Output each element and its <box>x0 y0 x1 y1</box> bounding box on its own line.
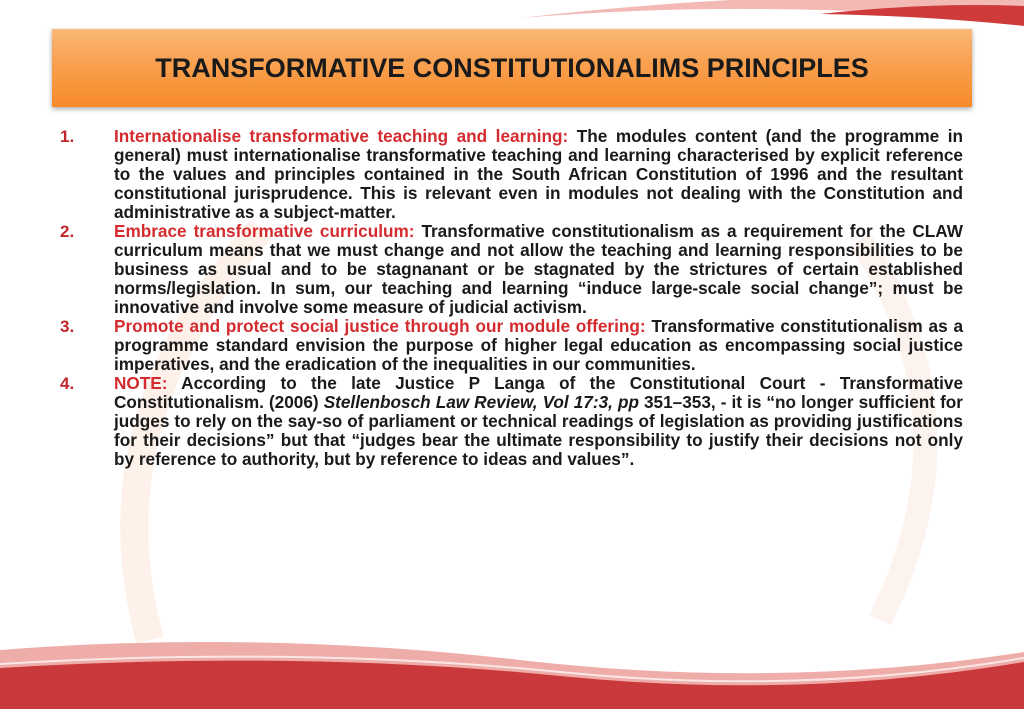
title-banner <box>52 29 972 107</box>
citation-italic: Stellenbosch Law Review, Vol 17:3, pp <box>323 392 639 412</box>
item-text <box>114 222 963 317</box>
item-body: Transformative constitutionalism as a requirement for the CLAW curriculum means that we must change and not allow the teaching and learning responsibilities to be business as usual and to be stagnanant or be stagnated by the strictures of certain established norms/legislation. In sum, our teaching and learning “induce large-scale social change”; must be innovative and involve some measure of judicial activism. <box>114 221 963 317</box>
item-number: 2. <box>60 222 75 241</box>
item-heading: Internationalise transformative teaching and learning: <box>114 126 569 146</box>
item-text <box>114 317 963 374</box>
item-body: Transformative constitutionalism as a programme standard envision the purpose of higher legal education as encompassing social justice imperatives, and the eradication of the inequalities in our communities. <box>114 316 963 374</box>
list-item <box>60 374 963 469</box>
item-number: 1. <box>60 127 75 146</box>
item-heading: Promote and protect social justice through our module offering: <box>114 316 646 336</box>
list-item <box>60 317 963 374</box>
list-item <box>60 222 963 317</box>
item-number: 4. <box>60 374 75 393</box>
page-title: TRANSFORMATIVE CONSTITUTIONALIMS PRINCIPLES <box>155 52 869 83</box>
item-body: According to the late Justice P Langa of the Constitutional Court - Transformative Constitutionalism. (2006) <box>114 373 963 412</box>
list-item <box>60 127 963 222</box>
item-number: 3. <box>60 317 75 336</box>
principles-list <box>60 127 963 469</box>
item-body-continued: 351–353, - it is “no longer sufficient for judges to rely on the say-so of parliament or technical readings of legislation as providing justifications for their decisions” but that “judges bear the ultimate responsibility to justify their decisions not only by reference to authority, but by reference to ideas and values”. <box>114 392 963 469</box>
item-text <box>114 374 963 469</box>
item-heading: NOTE: <box>114 373 168 393</box>
item-text <box>114 127 963 222</box>
item-heading: Embrace transformative curriculum: <box>114 221 415 241</box>
item-body: The modules content (and the programme in general) must internationalise transformative teaching and learning characterised by explicit reference to the values and principles contained in the South African Constitution of 1996 and the resultant constitutional jurisprudence. This is relevant even in modules not dealing with the Constitution and administrative as a subject-matter. <box>114 126 963 222</box>
